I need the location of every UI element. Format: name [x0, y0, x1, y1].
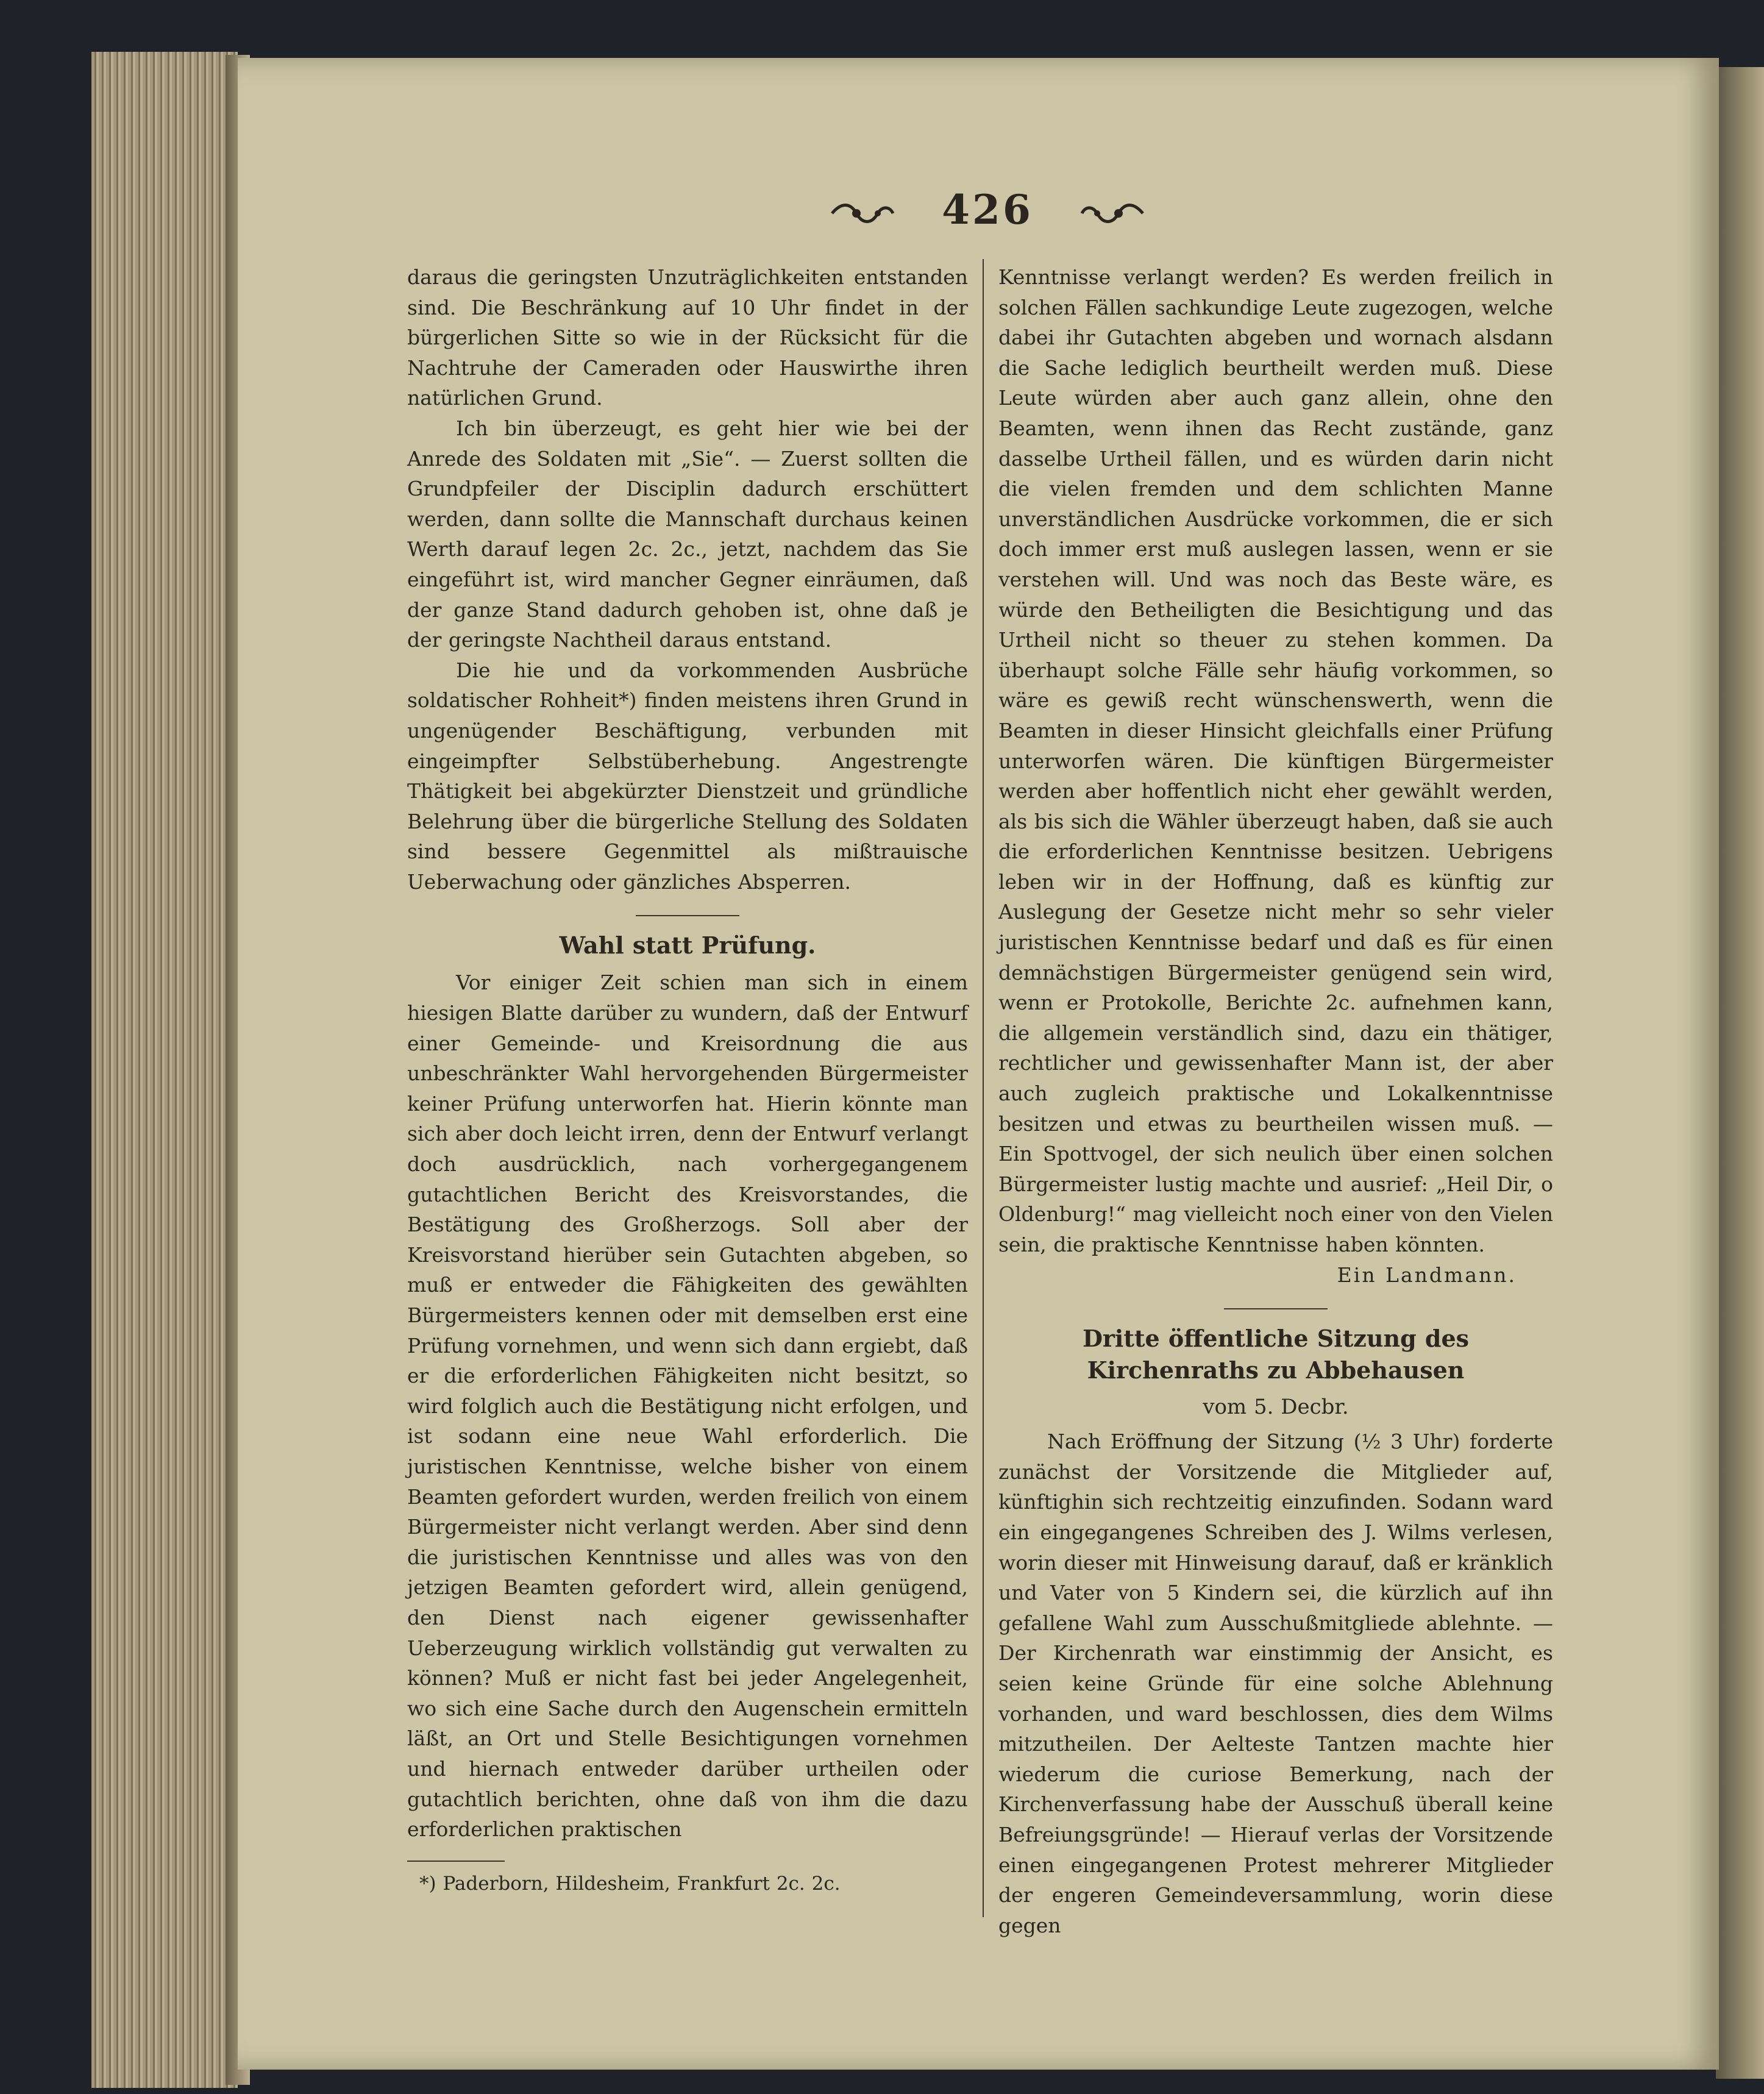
paragraph: Nach Eröffnung der Sitzung (½ 3 Uhr) forderte zunächst der Vorsitzende die Mitglieder auf, künftighin sich rechtzeitig einzufinden. Sodann ward ein eingegangenes Schreiben des J. Wilms verlesen, worin dieser mit Hinweisung darauf, daß er kränklich und Vater von 5 Kindern sei, die kürzlich auf ihn gefallene Wahl zum Ausschußmitgliede ablehnte. — Der Kirchenrath war einstimmig der Ansicht, es seien keine Gründe für eine solche Ablehnung vorhanden, und ward beschlossen, dies dem Wilms mitzutheilen. Der Aelteste Tantzen machte hier wiederum die curiose Bemerkung, nach der Kirchenverfassung habe der Ausschuß überall keine Befreiungsgründe! — Hierauf verlas der Vorsitzende einen eingegangenen Protest mehrerer Mitglieder der engeren Gemeindeversammlung, worin diese gegen [998, 1430, 1553, 1937]
signature: Ein Landmann. [1337, 1262, 1517, 1287]
left-column [407, 262, 968, 1897]
paragraph: Kenntnisse verlangt werden? Es werden freilich in solchen Fällen sachkundige Leute zugezogen, welche dabei ihr Gutachten abgeben und wornach alsdann die Sache lediglich beurtheilt werden muß. Diese Leute würden aber auch ganz allein, ohne den Beamten, wenn ihnen das Recht zustände, ganz dasselbe Urtheil fällen, und es würden darin nicht die vielen fremden und dem schlichten Manne unverständlichen Ausdrücke vorkommen, die er sich doch immer erst muß auslegen lassen, wenn er sie verstehen will. Und was noch das Beste wäre, es würde den Betheiligten die Besichtigung und das Urtheil nicht so theuer zu stehen kommen. Da überhaupt solche Fälle sehr häufig vorkommen, so wäre es gewiß recht wünschenswerth, wenn die Beamten in dieser Hinsicht gleichfalls einer Prüfung unterworfen wären. Die künftigen Bürgermeister werden aber hoffentlich nicht eher gewählt werden, als bis sich die Wähler überzeugt haben, daß sie auch die erforderlichen Kenntnisse besitzen. Uebrigens leben wir in der Hoffnung, daß es künftig zur Auslegung der Gesetze nicht mehr so sehr vieler juristischen Kenntnisse bedarf und daß es für einen demnächstigen Bürgermeister genügend sein wird, wenn er Protokolle, Berichte 2c. aufnehmen kann, die allgemein verständlich sind, dazu ein thätiger, rechtlicher und gewissenhafter Mann ist, der aber auch zugleich praktische und Lokalkenntnisse besitzen und etwas zu beurtheilen wissen muß. — Ein Spottvogel, der sich neulich über einen solchen Bürgermeister lustig machte und ausrief: „Heil Dir, o Oldenburg!“ mag vielleicht noch einer von den Vielen sein, die praktische Kenntnisse haben könnten. [998, 265, 1553, 1256]
paragraph: Vor einiger Zeit schien man sich in einem hiesigen Blatte darüber zu wundern, daß der Entwurf einer Gemeinde- und Kreisordnung die aus unbeschränkter Wahl hervorgehenden Bürgermeister keiner Prüfung unterworfen hat. Hierin könnte man sich aber doch leicht irren, denn der Entwurf verlangt doch ausdrücklich, nach vorhergegangenem gutachtlichen Bericht des Kreisvorstandes, die Bestätigung des Großherzogs. Soll aber der Kreisvorstand hierüber sein Gutachten abgeben, so muß er entweder die Fähigkeiten des gewählten Bürgermeisters kennen oder mit demselben erst eine Prüfung vornehmen, und wenn sich dann ergiebt, daß er die erforderlichen Fähigkeiten nicht besitzt, so wird folglich auch die Bestätigung nicht erfolgen, und ist sodann eine neue Wahl erforderlich. Die juristischen Kenntnisse, welche bisher von einem Beamten gefordert wurden, werden freilich von einem Bürgermeister nicht verlangt werden. Aber sind denn die juristischen Kenntnisse und alles was von den jetzigen Beamten gefordert wird, allein genügend, den Dienst nach eigener gewissenhafter Ueberzeugung wirklich vollständig gut verwalten zu können? Muß er nicht fast bei jeder Angelegenheit, wo sich eine Sache durch den Augenschein ermitteln läßt, an Ort und Stelle Besichtigungen vornehmen und hiernach entweder darüber urtheilen oder gutachtlich berichten, ohne daß von ihm die dazu erforderlichen praktischen [407, 970, 968, 1842]
section-divider [1224, 1308, 1328, 1309]
right-column [998, 262, 1553, 1940]
footnote: *) Paderborn, Hildesheim, Frankfurt 2c. 2c. [419, 1872, 841, 1895]
section-title: Wahl statt Prüfung. [559, 931, 816, 960]
section-title: Dritte öffentliche Sitzung des Kirchenraths zu Abbehausen [1082, 1325, 1470, 1384]
scroll-ornament-icon [1079, 199, 1146, 227]
paragraph: Ich bin überzeugt, es geht hier wie bei der Anrede des Soldaten mit „Sie“. — Zuerst sollten die Grundpfeiler der Disciplin dadurch erschüttert werden, dann sollte die Mannschaft durchaus keinen Werth darauf legen 2c. 2c., jetzt, nachdem das Sie eingeführt ist, wird mancher Gegner einräumen, daß der ganze Stand dadurch gehoben ist, ohne daß je der geringste Nachtheil daraus entstand. [407, 416, 968, 652]
facing-page-edge [1716, 67, 1764, 2079]
page-number: 426 [942, 186, 1033, 233]
section-subtitle: vom 5. Decbr. [1203, 1395, 1349, 1420]
section-divider [636, 915, 739, 916]
column-divider [983, 259, 984, 1917]
paragraph: Die hie und da vorkommenden Ausbrüche soldatischer Rohheit*) finden meistens ihren Grund in ungenügender Beschäftigung, verbunden mit eingeimpfter Selbstüberhebung. Angestrengte Thätigkeit bei abgekürzter Dienstzeit und gründliche Belehrung über die bürgerliche Stellung des Soldaten sind bessere Gegenmittel als mißtrauische Ueberwachung oder gänzliches Absperren. [407, 658, 968, 894]
scroll-ornament-icon [829, 199, 896, 227]
paragraph: daraus die geringsten Unzuträglichkeiten entstanden sind. Die Beschränkung auf 10 Uhr findet in der bürgerlichen Sitte so wie in der Rücksicht für die Nachtruhe der Cameraden oder Hauswirthe ihren natürlichen Grund. [407, 265, 968, 410]
page-header [829, 186, 1146, 241]
footnote-divider [407, 1861, 505, 1862]
book-page-edges [91, 52, 238, 2088]
